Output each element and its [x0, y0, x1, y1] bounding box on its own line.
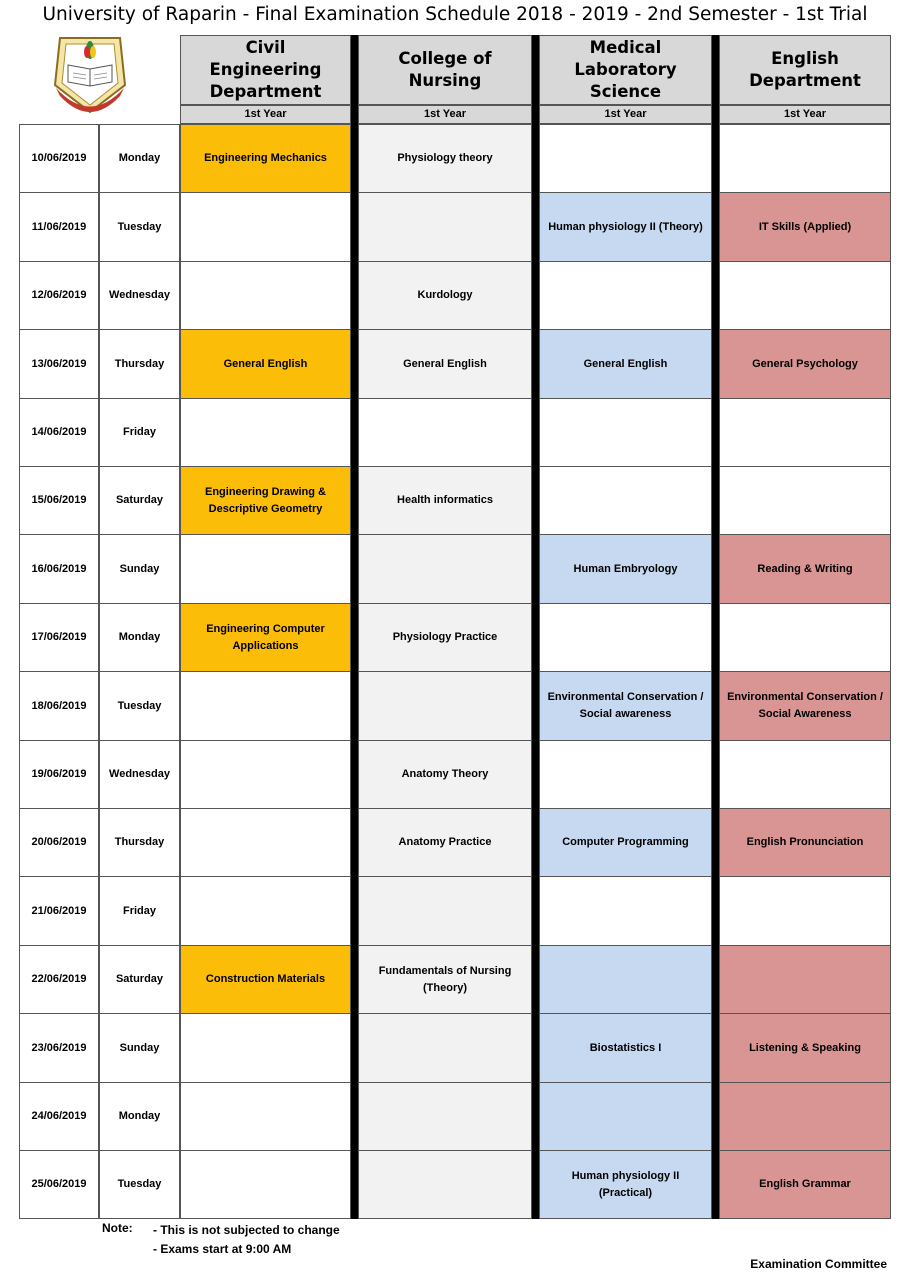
nursing-exam-cell	[358, 876, 532, 946]
medlab-exam-cell: Biostatistics I	[539, 1013, 712, 1083]
english-exam-cell: IT Skills (Applied)	[719, 192, 891, 262]
english-exam-cell: Listening & Speaking	[719, 1013, 891, 1083]
day-cell: Tuesday	[99, 192, 180, 262]
civil-exam-cell: General English	[180, 329, 351, 399]
english-exam-cell: English Grammar	[719, 1150, 891, 1219]
nursing-exam-cell	[358, 398, 532, 467]
medlab-exam-cell: General English	[539, 329, 712, 399]
medlab-exam-cell	[539, 603, 712, 672]
nursing-exam-cell	[358, 1150, 532, 1219]
day-cell: Sunday	[99, 534, 180, 604]
day-cell: Tuesday	[99, 671, 180, 741]
nursing-exam-cell	[358, 192, 532, 262]
civil-exam-cell	[180, 876, 351, 946]
civil-exam-cell	[180, 534, 351, 604]
header-nursing: College of Nursing	[358, 35, 532, 105]
civil-exam-cell: Construction Materials	[180, 945, 351, 1014]
english-exam-cell: General Psychology	[719, 329, 891, 399]
day-cell: Thursday	[99, 329, 180, 399]
nursing-exam-cell: General English	[358, 329, 532, 399]
column-divider	[712, 35, 719, 1219]
day-cell: Thursday	[99, 808, 180, 877]
examination-committee: Examination Committee	[750, 1257, 887, 1271]
day-cell: Sunday	[99, 1013, 180, 1083]
medlab-exam-cell	[539, 876, 712, 946]
civil-exam-cell	[180, 808, 351, 877]
english-exam-cell	[719, 876, 891, 946]
english-exam-cell	[719, 945, 891, 1014]
nursing-exam-cell: Fundamentals of Nursing (Theory)	[358, 945, 532, 1014]
english-exam-cell	[719, 398, 891, 467]
date-cell: 12/06/2019	[19, 261, 99, 330]
nursing-exam-cell	[358, 671, 532, 741]
medlab-exam-cell	[539, 466, 712, 535]
date-cell: 20/06/2019	[19, 808, 99, 877]
year-label-civil: 1st Year	[180, 105, 351, 124]
day-cell: Wednesday	[99, 261, 180, 330]
english-exam-cell	[719, 1082, 891, 1151]
civil-exam-cell	[180, 261, 351, 330]
english-exam-cell	[719, 466, 891, 535]
date-cell: 11/06/2019	[19, 192, 99, 262]
nursing-exam-cell: Physiology theory	[358, 124, 532, 193]
date-cell: 22/06/2019	[19, 945, 99, 1014]
year-label-nursing: 1st Year	[358, 105, 532, 124]
civil-exam-cell	[180, 192, 351, 262]
nursing-exam-cell	[358, 1082, 532, 1151]
nursing-exam-cell: Physiology Practice	[358, 603, 532, 672]
civil-exam-cell	[180, 671, 351, 741]
civil-exam-cell: Engineering Drawing & Descriptive Geometry	[180, 466, 351, 535]
year-label-english: 1st Year	[719, 105, 891, 124]
day-cell: Friday	[99, 876, 180, 946]
note-lines	[153, 1221, 340, 1259]
english-exam-cell: Reading & Writing	[719, 534, 891, 604]
column-divider	[351, 35, 358, 1219]
medlab-exam-cell	[539, 740, 712, 809]
day-cell: Monday	[99, 1082, 180, 1151]
medlab-exam-cell	[539, 1082, 712, 1151]
english-exam-cell: Environmental Conservation / Social Awareness	[719, 671, 891, 741]
date-cell: 17/06/2019	[19, 603, 99, 672]
medlab-exam-cell: Human physiology II (Practical)	[539, 1150, 712, 1219]
day-cell: Saturday	[99, 945, 180, 1014]
medlab-exam-cell: Human Embryology	[539, 534, 712, 604]
date-cell: 18/06/2019	[19, 671, 99, 741]
date-cell: 10/06/2019	[19, 124, 99, 193]
date-cell: 14/06/2019	[19, 398, 99, 467]
medlab-exam-cell	[539, 398, 712, 467]
english-exam-cell	[719, 261, 891, 330]
day-cell: Wednesday	[99, 740, 180, 809]
day-cell: Monday	[99, 603, 180, 672]
medlab-exam-cell	[539, 124, 712, 193]
note-line: - This is not subjected to change	[153, 1223, 340, 1237]
day-cell: Tuesday	[99, 1150, 180, 1219]
civil-exam-cell	[180, 1013, 351, 1083]
civil-exam-cell	[180, 1082, 351, 1151]
day-cell: Saturday	[99, 466, 180, 535]
nursing-exam-cell: Anatomy Theory	[358, 740, 532, 809]
note-label: Note:	[102, 1221, 133, 1235]
date-cell: 13/06/2019	[19, 329, 99, 399]
nursing-exam-cell: Anatomy Practice	[358, 808, 532, 877]
header-english: English Department	[719, 35, 891, 105]
university-seal-icon	[50, 30, 130, 115]
civil-exam-cell: Engineering Mechanics	[180, 124, 351, 193]
date-cell: 19/06/2019	[19, 740, 99, 809]
medlab-exam-cell: Computer Programming	[539, 808, 712, 877]
page-title: University of Raparin - Final Examination Schedule 2018 - 2019 - 2nd Semester - 1st Trial	[42, 4, 868, 25]
medlab-exam-cell: Human physiology II (Theory)	[539, 192, 712, 262]
note-line: - Exams start at 9:00 AM	[153, 1242, 292, 1256]
date-cell: 16/06/2019	[19, 534, 99, 604]
date-cell: 25/06/2019	[19, 1150, 99, 1219]
header-medical-laboratory: Medical Laboratory Science	[539, 35, 712, 105]
day-cell: Monday	[99, 124, 180, 193]
civil-exam-cell	[180, 740, 351, 809]
english-exam-cell	[719, 603, 891, 672]
date-cell: 23/06/2019	[19, 1013, 99, 1083]
university-logo	[50, 30, 130, 115]
day-cell: Friday	[99, 398, 180, 467]
civil-exam-cell	[180, 1150, 351, 1219]
header-civil-engineering: Civil Engineering Department	[180, 35, 351, 105]
civil-exam-cell: Engineering Computer Applications	[180, 603, 351, 672]
english-exam-cell	[719, 124, 891, 193]
english-exam-cell: English Pronunciation	[719, 808, 891, 877]
medlab-exam-cell	[539, 261, 712, 330]
english-exam-cell	[719, 740, 891, 809]
medlab-exam-cell: Environmental Conservation / Social awareness	[539, 671, 712, 741]
medlab-exam-cell	[539, 945, 712, 1014]
year-label-medlab: 1st Year	[539, 105, 712, 124]
date-cell: 21/06/2019	[19, 876, 99, 946]
date-cell: 15/06/2019	[19, 466, 99, 535]
column-divider	[532, 35, 539, 1219]
nursing-exam-cell: Kurdology	[358, 261, 532, 330]
nursing-exam-cell	[358, 1013, 532, 1083]
nursing-exam-cell	[358, 534, 532, 604]
date-cell: 24/06/2019	[19, 1082, 99, 1151]
nursing-exam-cell: Health informatics	[358, 466, 532, 535]
civil-exam-cell	[180, 398, 351, 467]
